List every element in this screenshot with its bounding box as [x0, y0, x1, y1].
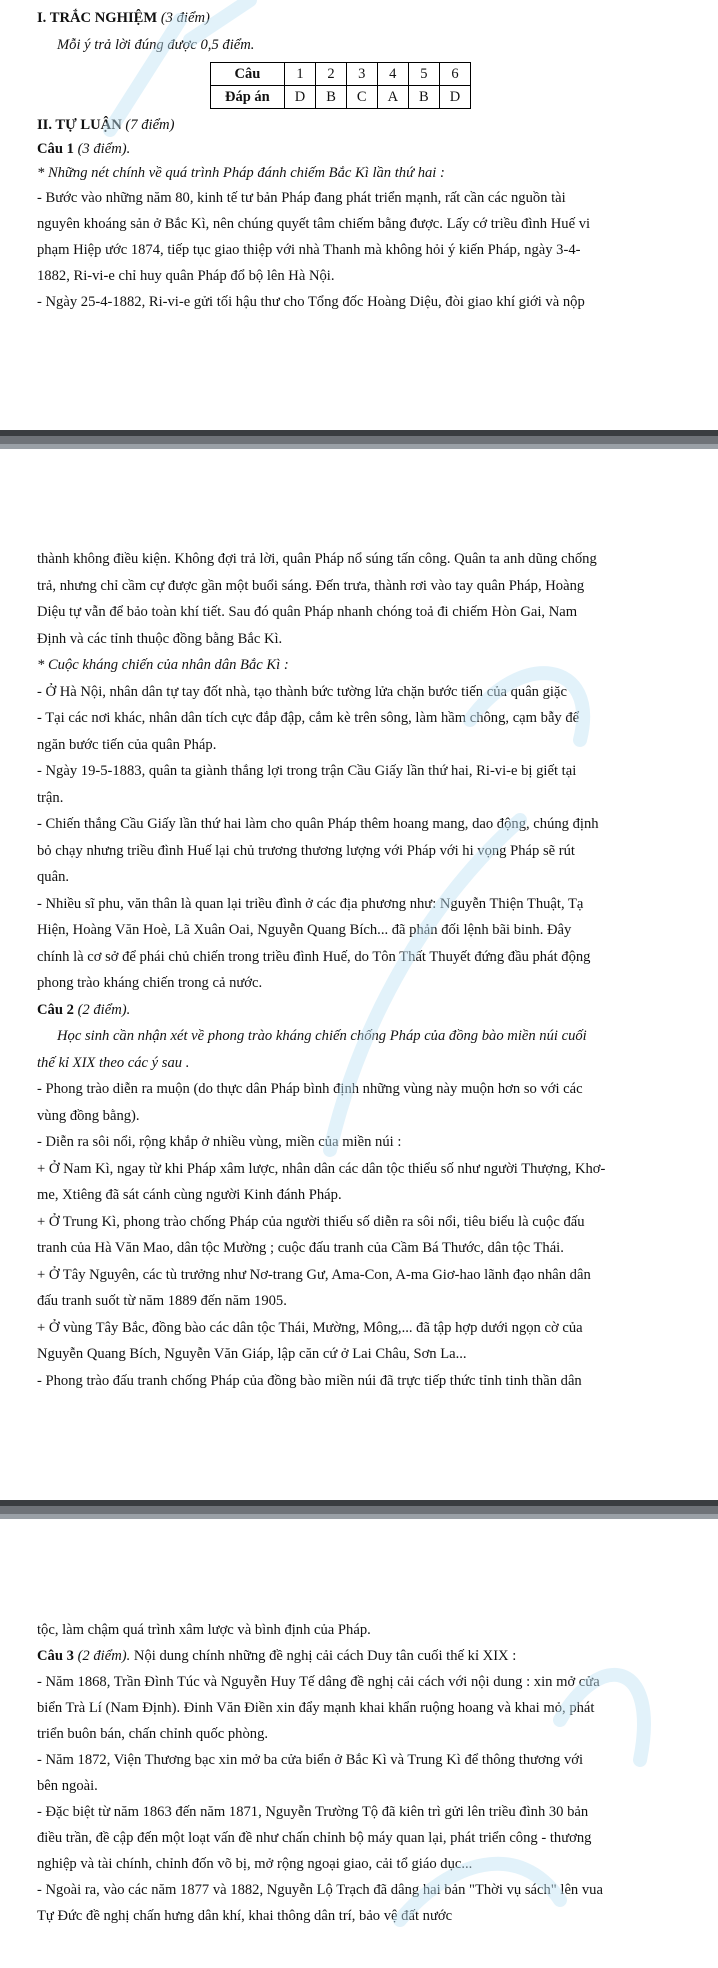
answer-table-answer: D [439, 86, 470, 109]
q2-line: + Ở Trung Kì, phong trào chống Pháp của người thiểu số diễn ra sôi nổi, tiêu biểu là cuộc đấu [37, 1213, 585, 1230]
part2-heading-line [37, 113, 677, 137]
q2-heading-line [37, 997, 677, 1024]
answer-table-answer: D [284, 86, 315, 109]
q2-line: + Ở vùng Tây Bắc, đồng bào các dân tộc Thái, Mường, Mông,... đã tập hợp dưới ngọn cờ của [37, 1319, 583, 1336]
q2-continuation: tộc, làm chậm quá trình xâm lược và bình định của Pháp. [37, 1622, 371, 1638]
q3-label: Câu 3 [37, 1648, 74, 1664]
q1-line: - Chiến thắng Cầu Giấy lần thứ hai làm cho quân Pháp thêm hoang mang, dao động, chúng định [37, 816, 599, 832]
answer-table-row1-label: Câu [211, 63, 285, 86]
part2-heading-note: (7 điểm) [125, 117, 175, 133]
q1-line: - Ở Hà Nội, nhân dân tự tay đốt nhà, tạo thành bức tường lửa chặn bước tiến của quân giặc [37, 683, 567, 700]
page-break-shade [0, 436, 718, 444]
q2-line: - Phong trào đấu tranh chống Pháp của đồng bào miền núi đã trực tiếp thức tỉnh tinh thần dân [37, 1372, 582, 1389]
page-1-content [37, 5, 677, 58]
q1-line: phạm Hiệp ước 1874, tiếp tục giao thiệp với nhà Thanh mà không hỏi ý kiến Pháp, ngày 3-4- [37, 242, 581, 258]
q1-line: 1882, Ri-vi-e chỉ huy quân Pháp đổ bộ lên Hà Nội. [37, 268, 335, 284]
q1-line: - Bước vào những năm 80, kinh tế tư bản Pháp đang phát triển mạnh, rất cần các nguồn tài [37, 190, 566, 206]
q1-line: - Tại các nơi khác, nhân dân tích cực đắp đập, cắm kè trên sông, làm hầm chông, cạm bẫy để [37, 710, 580, 726]
q2-label: Câu 2 [37, 1001, 74, 1018]
q3-line: Tự Đức đề nghị chấn hưng dân khí, khai thông dân trí, bảo vệ đất nước [37, 1908, 453, 1924]
q1-heading-line [37, 137, 677, 161]
part1-heading: I. TRẮC NGHIỆM [37, 10, 158, 26]
q2-line: tranh của Hà Văn Mao, dân tộc Mường ; cuộc đấu tranh của Cầm Bá Thước, dân tộc Thái. [37, 1240, 564, 1256]
q1-line: trận. [37, 789, 64, 806]
answer-table-question-row [211, 63, 471, 86]
q2-line: Nguyễn Quang Bích, Nguyễn Văn Giáp, lập căn cứ ở Lai Châu, Sơn La... [37, 1346, 467, 1362]
page-1 [0, 0, 718, 430]
q1-block-1 [37, 185, 677, 315]
answer-table-answer: B [316, 86, 347, 109]
q1-note: (3 điểm). [77, 141, 131, 157]
answer-table-question: 6 [439, 63, 470, 86]
part1-instruction: Mỗi ý trả lời đúng được 0,5 điểm. [57, 36, 255, 53]
q1-line: Hiện, Hoàng Văn Hoè, Lã Xuân Oai, Nguyễn Quang Bích... đã phản đối lệnh bãi binh. Đây [37, 922, 572, 938]
q1-line: - Ngày 25-4-1882, Ri-vi-e gửi tối hậu thư cho Tổng đốc Hoàng Diệu, đòi giao khí giới và nộp [37, 294, 585, 310]
q3-line: - Năm 1872, Viện Thương bạc xin mở ba cửa biển ở Bắc Kì và Trung Kì để thông thương với [37, 1752, 584, 1768]
part1-heading-line [37, 5, 677, 32]
q2-line: vùng đồng bằng). [37, 1107, 140, 1124]
answer-table-question: 1 [284, 63, 315, 86]
q3-line: nghiệp và tài chính, chỉnh đốn võ bị, mở rộng ngoại giao, cải tổ giáo dục... [37, 1856, 473, 1872]
q3-line: triển buôn bán, chấn chỉnh quốc phòng. [37, 1726, 269, 1742]
part2-heading: II. TỰ LUẬN [37, 117, 122, 133]
page-2-content [37, 546, 677, 1394]
q1-line: trả, nhưng chỉ cầm cự được gần một buổi sáng. Đến trưa, thành rơi vào tay quân Pháp, Hoàng [37, 577, 585, 594]
page-3 [0, 1519, 718, 1968]
q3-heading-line [37, 1643, 677, 1669]
q3-line: - Ngoài ra, vào các năm 1877 và 1882, Nguyễn Lộ Trạch đã dâng hai bản "Thời vụ sách" lên vua [37, 1882, 603, 1898]
answer-table-answer: C [346, 86, 377, 109]
q3-first-line: Nội dung chính những đề nghị cải cách Duy tân cuối thế kỉ XIX : [130, 1648, 517, 1664]
q2-line: + Ở Tây Nguyên, các tù trưởng như Nơ-trang Gư, Ama-Con, A-ma Giơ-hao lãnh đạo nhân dân [37, 1266, 591, 1283]
q3-line: bên ngoài. [37, 1778, 98, 1794]
q1-line: phong trào kháng chiến trong cả nước. [37, 975, 263, 991]
page-3-content [37, 1617, 677, 1929]
answer-table-answer-row [211, 86, 471, 109]
q1-line: thành không điều kiện. Không đợi trả lời, quân Pháp nổ súng tấn công. Quân ta anh dũng chống [37, 551, 597, 567]
q1-line: ngăn bước tiến của quân Pháp. [37, 736, 217, 753]
q2-line: đấu tranh suốt từ năm 1889 đến năm 1905. [37, 1293, 287, 1309]
q3-line: điều trần, đề cập đến một loạt vấn đề như chấn chỉnh bộ máy quan lại, phát triển công - thương [37, 1830, 592, 1846]
q3-line: - Đặc biệt từ năm 1863 đến năm 1871, Nguyễn Trường Tộ đã kiên trì gửi lên triều đình 30 bản [37, 1804, 589, 1820]
q1-label: Câu 1 [37, 141, 74, 157]
q1-line: - Nhiều sĩ phu, văn thân là quan lại triều đình ở các địa phương như: Nguyễn Thiện Thuật, Tạ [37, 895, 584, 912]
q2-line: - Phong trào diễn ra muộn (do thực dân Pháp bình định những vùng này muộn hơn so với các [37, 1081, 583, 1097]
q3-line: - Năm 1868, Trần Đình Túc và Nguyễn Huy Tế dâng đề nghị cải cách với nội dung : xin mở cửa [37, 1674, 600, 1690]
answer-table-question: 3 [346, 63, 377, 86]
answer-table-row2-label: Đáp án [211, 86, 285, 109]
q2-line: me, Xtiêng đã sát cánh cùng người Kinh đánh Pháp. [37, 1187, 342, 1203]
answer-table-answer: B [409, 86, 440, 109]
q1-line: chính là cơ sở để phái chủ chiến trong triều đình Huế, do Tôn Thất Thuyết đứng đầu phát động [37, 948, 591, 965]
page-break-shade [0, 1506, 718, 1514]
q1-line: Định và các tỉnh thuộc đồng bằng Bắc Kì. [37, 630, 283, 647]
page-1-essay [37, 113, 677, 315]
q1-line: - Ngày 19-5-1883, quân ta giành thắng lợi trong trận Cầu Giấy lần thứ hai, Ri-vi-e bị giết tại [37, 763, 577, 779]
q3-line: biển Trà Lí (Nam Định). Đinh Văn Điền xin đẩy mạnh khai khẩn ruộng hoang và khai mỏ, phát [37, 1700, 595, 1716]
part1-heading-note: (3 điểm) [160, 10, 210, 26]
answer-table-question: 5 [409, 63, 440, 86]
q1-line: nguyên khoáng sản ở Bắc Kì, nên chúng quyết tâm chiếm bằng được. Lấy cớ triều đình Huế vi [37, 216, 591, 232]
answer-table-question: 4 [377, 63, 408, 86]
q1-subheading-1: * Những nét chính về quá trình Pháp đánh chiếm Bắc Kì lần thứ hai : [37, 165, 445, 181]
q2-line: + Ở Nam Kì, ngay từ khi Pháp xâm lược, nhân dân các dân tộc thiểu số như người Thượng, Khơ- [37, 1160, 606, 1177]
q2-note: (2 điểm). [77, 1001, 131, 1018]
q1-line: Diệu tự vẫn để bảo toàn khí tiết. Sau đó quân Pháp nhanh chóng toả đi chiếm Hòn Gai, Nam [37, 604, 578, 620]
q3-note: (2 điểm). [77, 1648, 131, 1664]
q2-intro-line: thế kỉ XIX theo các ý sau . [37, 1054, 190, 1071]
answer-table-question: 2 [316, 63, 347, 86]
answer-table [210, 62, 471, 109]
q1-subheading-2: * Cuộc kháng chiến của nhân dân Bắc Kì : [37, 657, 289, 673]
q2-intro-line: Học sinh cần nhận xét về phong trào kháng chiến chống Pháp của đồng bào miền núi cuối [57, 1028, 587, 1044]
q1-line: quân. [37, 869, 70, 885]
q1-line: bỏ chạy nhưng triều đình Huế lại chủ trương thương lượng với Pháp với hi vọng Pháp sẽ rút [37, 842, 575, 859]
page-2 [0, 449, 718, 1500]
q2-line: - Diễn ra sôi nổi, rộng khắp ở nhiều vùng, miền của miền núi : [37, 1134, 402, 1150]
answer-table-answer: A [377, 86, 408, 109]
